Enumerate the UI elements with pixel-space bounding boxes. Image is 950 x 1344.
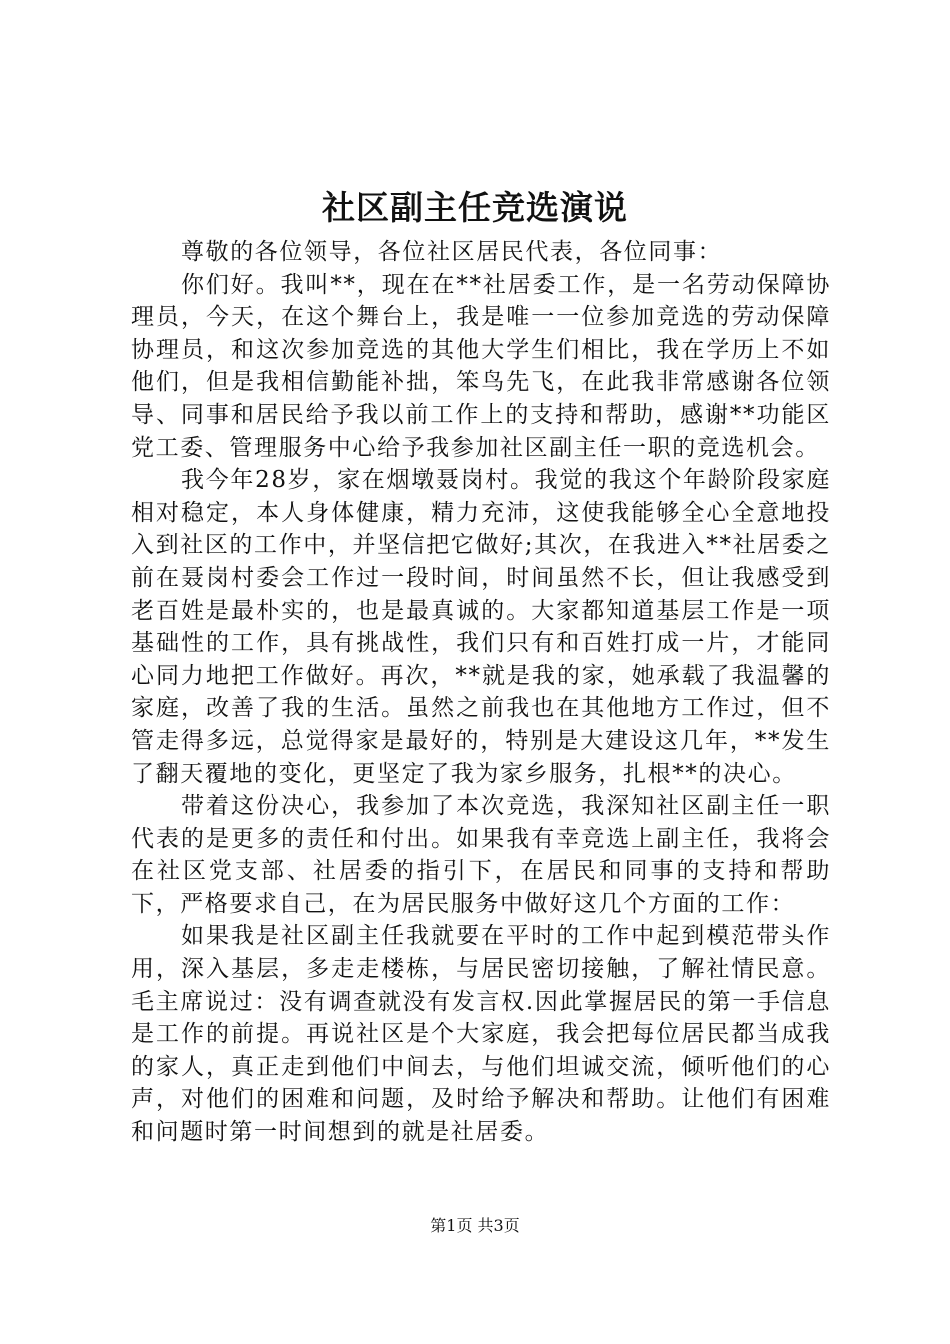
document-title: 社区副主任竞选演说: [322, 188, 628, 227]
background-paragraph: 我今年28岁，家在烟墩聂岗村。我觉的我这个年龄阶段家庭相对稳定，本人身体健康，精力充沛，这使我能够全心全意地投入到社区的工作中，并坚信把它做好;其次，在我进入**社居委之前在聂岗村委会工作过一段时间，时间虽然不长，但让我感受到老百姓是最朴实的，也是最真诚的。大家都知道基层工作是一项基础性的工作，具有挑战性，我们只有和百姓打成一片，才能同心同力地把工作做好。再次，**就是我的家，她承载了我温馨的家庭，改善了我的生活。虽然之前我也在其他地方工作过，但不管走得多远，总觉得家是最好的，特别是大建设这几年，**发生了翻天覆地的变化，更坚定了我为家乡服务，扎根**的决心。: [131, 467, 831, 787]
determination-paragraph: 带着这份决心，我参加了本次竞选，我深知社区副主任一职代表的是更多的责任和付出。如果我有幸竞选上副主任，我将会在社区党支部、社居委的指引下，在居民和同事的支持和帮助下，严格要求自己，在为居民服务中做好这几个方面的工作：: [131, 793, 831, 917]
salutation-paragraph: 尊敬的各位领导，各位社区居民代表，各位同事：: [181, 239, 723, 265]
document-body: [131, 236, 831, 1149]
page-number-footer: 第1页 共3页: [430, 1216, 520, 1235]
introduction-paragraph: 你们好。我叫**，现在在**社居委工作，是一名劳动保障协理员，今天，在这个舞台上，我是唯一一位参加竞选的劳动保障协理员，和这次参加竞选的其他大学生们相比，我在学历上不如他们，但是我相信勤能补拙，笨鸟先飞，在此我非常感谢各位领导、同事和居民给予我以前工作上的支持和帮助，感谢**功能区党工委、管理服务中心给予我参加社区副主任一职的竞选机会。: [131, 271, 831, 461]
plan-paragraph: 如果我是社区副主任我就要在平时的工作中起到模范带头作用，深入基层，多走走楼栋，与居民密切接触，了解社情民意。毛主席说过：没有调查就没有发言权.因此掌握居民的第一手信息是工作的前提。再说社区是个大家庭，我会把每位居民都当成我的家人，真正走到他们中间去，与他们坦诚交流，倾听他们的心声，对他们的困难和问题，及时给予解决和帮助。让他们有困难和问题时第一时间想到的就是社居委。: [131, 923, 831, 1146]
